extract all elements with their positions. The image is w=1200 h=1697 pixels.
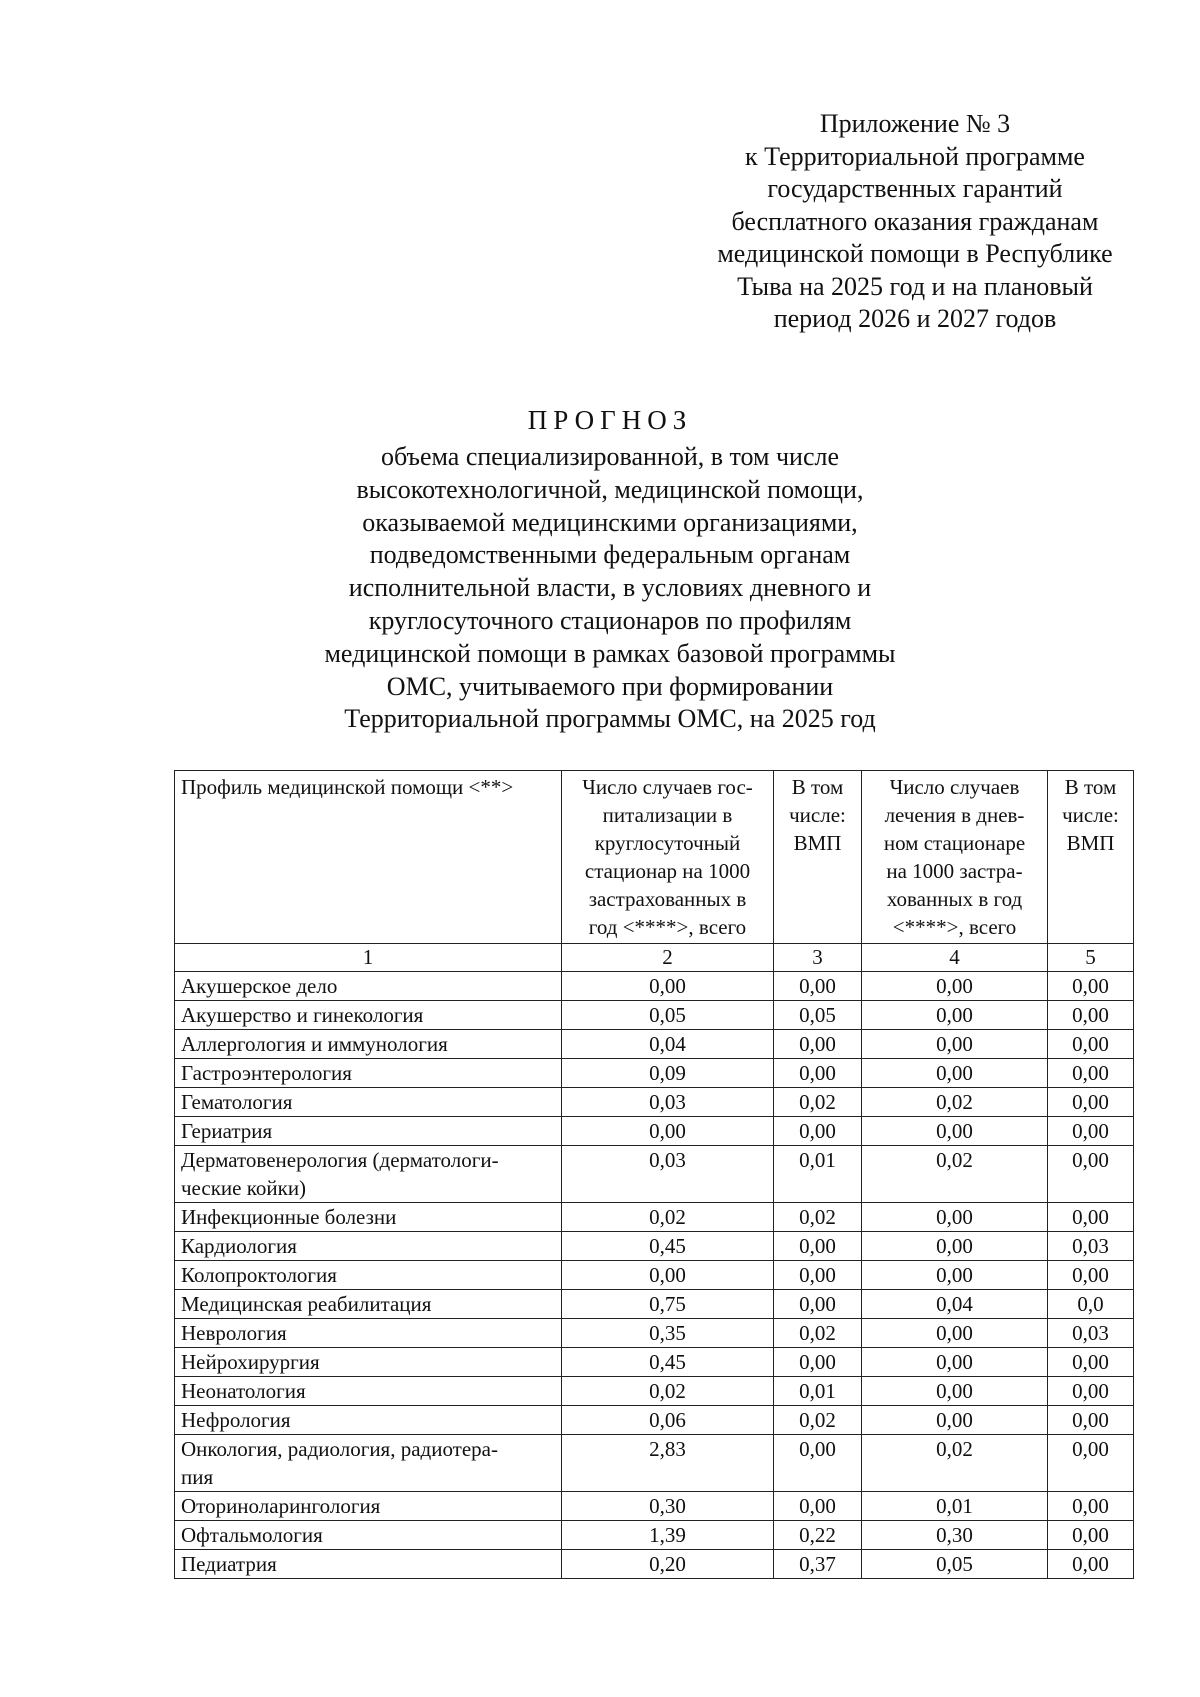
table-row: [175, 1261, 1134, 1290]
profile-name: Инфекционные болезни: [181, 1205, 397, 1229]
header-text-line: застрахованных в: [588, 887, 747, 911]
column-number: 2: [562, 944, 774, 972]
header-text-line: ВМП: [1066, 831, 1115, 855]
hospital-vmp-cell: 0,05: [774, 1001, 862, 1030]
column-number: 3: [774, 944, 862, 972]
header-text-line: Профиль медицинской помощи <**>: [181, 775, 514, 799]
subtitle-line: оказываемой медицинскими организациями,: [362, 507, 858, 537]
profile-name: ческие койки): [181, 1176, 307, 1200]
hospital-cases-cell: 0,35: [562, 1319, 774, 1348]
hospital-cases-cell: 0,03: [562, 1146, 774, 1203]
header-text-line: год <****>, всего: [588, 915, 747, 939]
header-row: [175, 771, 1134, 944]
profile-cell: [175, 1232, 562, 1261]
appendix-header: [690, 108, 1140, 336]
profile-name: Нейрохирургия: [181, 1350, 320, 1374]
document-title: ПРОГНОЗ: [527, 405, 693, 435]
day-cases-cell: 0,30: [862, 1521, 1048, 1550]
day-vmp-cell: 0,00: [1048, 1550, 1134, 1579]
hospital-cases-cell: 0,45: [562, 1348, 774, 1377]
profile-cell: [175, 972, 562, 1001]
header-text-line: на 1000 застра-: [886, 859, 1023, 883]
day-cases-cell: 0,00: [862, 1001, 1048, 1030]
profile-name: Педиатрия: [181, 1552, 277, 1576]
table-row: [175, 1290, 1134, 1319]
day-vmp-cell: 0,00: [1048, 1348, 1134, 1377]
hospital-cases-cell: 0,09: [562, 1059, 774, 1088]
day-vmp-cell: 0,00: [1048, 1377, 1134, 1406]
header-text-line: числе:: [1062, 803, 1119, 827]
day-vmp-cell: 0,00: [1048, 1146, 1134, 1203]
column-number: 5: [1048, 944, 1134, 972]
day-cases-cell: 0,00: [862, 1030, 1048, 1059]
profile-cell: [175, 1146, 562, 1203]
subtitle-line: круглосуточного стационаров по профилям: [368, 605, 852, 635]
header-text-line: питализации в: [602, 803, 733, 827]
header-text-line: лечения в днев-: [884, 803, 1025, 827]
profile-cell: [175, 1290, 562, 1319]
appendix-line: государственных гарантий: [767, 174, 1063, 203]
profile-name: Гериатрия: [181, 1119, 273, 1143]
day-cases-cell: 0,00: [862, 972, 1048, 1001]
day-vmp-cell: 0,03: [1048, 1319, 1134, 1348]
day-vmp-cell: 0,00: [1048, 1117, 1134, 1146]
day-vmp-cell: 0,00: [1048, 1492, 1134, 1521]
table-row: [175, 1203, 1134, 1232]
appendix-line: Приложение № 3: [819, 109, 1011, 138]
header-text-line: В том: [791, 775, 844, 799]
table-row: [175, 1406, 1134, 1435]
subtitle-line: медицинской помощи в рамках базовой программы: [324, 638, 896, 668]
subtitle-line: ОМС, учитываемого при формировании: [386, 671, 834, 701]
hospital-vmp-cell: 0,02: [774, 1319, 862, 1348]
subtitle-line: Территориальной программы ОМС, на 2025 год: [344, 704, 876, 734]
profile-name: Колопроктология: [181, 1263, 337, 1287]
profile-name: Медицинская реабилитация: [181, 1292, 432, 1316]
hospital-vmp-cell: 0,01: [774, 1377, 862, 1406]
table-row: [175, 1146, 1134, 1203]
appendix-line: к Территориальной программе: [745, 141, 1085, 171]
table-row: [175, 972, 1134, 1001]
header-hospital-vmp: [774, 771, 862, 944]
header-text-line: стационар на 1000: [584, 859, 751, 883]
document-subtitle: [300, 441, 920, 736]
hospital-cases-cell: 0,00: [562, 972, 774, 1001]
hospital-cases-cell: 0,75: [562, 1290, 774, 1319]
hospital-cases-cell: 0,03: [562, 1088, 774, 1117]
hospital-vmp-cell: 0,00: [774, 1059, 862, 1088]
header-text-line: В том: [1064, 775, 1117, 799]
day-vmp-cell: 0,00: [1048, 1030, 1134, 1059]
header-text-line: Число случаев гос-: [582, 775, 753, 799]
profile-cell: [175, 1319, 562, 1348]
day-cases-cell: 0,02: [862, 1435, 1048, 1492]
subtitle-line: исполнительной власти, в условиях дневного и: [348, 573, 872, 603]
profile-cell: [175, 1001, 562, 1030]
profile-cell: [175, 1088, 562, 1117]
profile-cell: [175, 1521, 562, 1550]
table-row: [175, 1550, 1134, 1579]
hospital-vmp-cell: 0,02: [774, 1088, 862, 1117]
table-row: [175, 1377, 1134, 1406]
day-cases-cell: 0,05: [862, 1550, 1048, 1579]
hospital-cases-cell: 1,39: [562, 1521, 774, 1550]
table-row: [175, 1319, 1134, 1348]
hospital-cases-cell: 0,04: [562, 1030, 774, 1059]
profile-name: Гастроэнтерология: [181, 1061, 352, 1085]
table-header: [175, 771, 1134, 944]
profile-cell: [175, 1261, 562, 1290]
appendix-line: Тыва на 2025 год и на плановый: [737, 271, 1093, 301]
forecast-table: [174, 770, 1134, 1579]
day-cases-cell: 0,00: [862, 1377, 1048, 1406]
hospital-vmp-cell: 0,02: [774, 1203, 862, 1232]
table-row: [175, 1001, 1134, 1030]
hospital-vmp-cell: 0,00: [774, 1290, 862, 1319]
day-cases-cell: 0,00: [862, 1203, 1048, 1232]
day-vmp-cell: 0,00: [1048, 1088, 1134, 1117]
profile-cell: [175, 1117, 562, 1146]
day-vmp-cell: 0,0: [1048, 1290, 1134, 1319]
hospital-vmp-cell: 0,00: [774, 1435, 862, 1492]
day-cases-cell: 0,00: [862, 1261, 1048, 1290]
profile-cell: [175, 1348, 562, 1377]
profile-name: Офтальмология: [181, 1523, 323, 1547]
header-text-line: хованных в год: [886, 887, 1023, 911]
table-row: [175, 1232, 1134, 1261]
profile-name: Оториноларингология: [181, 1494, 381, 1518]
header-text-line: ном стационаре: [883, 831, 1026, 855]
table-row: [175, 1435, 1134, 1492]
profile-cell: [175, 1550, 562, 1579]
column-number: 1: [175, 944, 562, 972]
profile-name: Неонатология: [181, 1379, 306, 1403]
hospital-cases-cell: 2,83: [562, 1435, 774, 1492]
header-text-line: числе:: [789, 803, 846, 827]
day-cases-cell: 0,00: [862, 1117, 1048, 1146]
day-cases-cell: 0,02: [862, 1146, 1048, 1203]
hospital-vmp-cell: 0,00: [774, 1117, 862, 1146]
profile-name: пия: [181, 1465, 214, 1489]
hospital-vmp-cell: 0,00: [774, 1348, 862, 1377]
day-cases-cell: 0,00: [862, 1348, 1048, 1377]
day-vmp-cell: 0,00: [1048, 1059, 1134, 1088]
profile-cell: [175, 1377, 562, 1406]
day-cases-cell: 0,02: [862, 1088, 1048, 1117]
profile-name: Дерматовенерология (дерматологи-: [181, 1148, 499, 1172]
table-row: [175, 1088, 1134, 1117]
hospital-cases-cell: 0,30: [562, 1492, 774, 1521]
day-cases-cell: 0,01: [862, 1492, 1048, 1521]
column-number: 4: [862, 944, 1048, 972]
profile-name: Акушерство и гинекология: [181, 1003, 424, 1027]
day-cases-cell: 0,04: [862, 1290, 1048, 1319]
day-vmp-cell: 0,00: [1048, 1406, 1134, 1435]
hospital-vmp-cell: 0,37: [774, 1550, 862, 1579]
day-vmp-cell: 0,00: [1048, 1203, 1134, 1232]
header-hospital-cases: [562, 771, 774, 944]
table-body: [175, 944, 1134, 1579]
table-row: [175, 1521, 1134, 1550]
profile-cell: [175, 1435, 562, 1492]
day-vmp-cell: 0,00: [1048, 1261, 1134, 1290]
hospital-vmp-cell: 0,00: [774, 1492, 862, 1521]
subtitle-line: объема специализированной, в том числе: [380, 442, 840, 471]
day-vmp-cell: 0,00: [1048, 1435, 1134, 1492]
day-cases-cell: 0,00: [862, 1406, 1048, 1435]
table-row: [175, 1348, 1134, 1377]
table-row: [175, 1117, 1134, 1146]
header-profile: [175, 771, 562, 944]
profile-cell: [175, 1203, 562, 1232]
header-day-vmp: [1048, 771, 1134, 944]
day-cases-cell: 0,00: [862, 1319, 1048, 1348]
day-vmp-cell: 0,00: [1048, 972, 1134, 1001]
profile-name: Гематология: [181, 1090, 293, 1114]
day-vmp-cell: 0,00: [1048, 1521, 1134, 1550]
day-vmp-cell: 0,03: [1048, 1232, 1134, 1261]
hospital-cases-cell: 0,00: [562, 1261, 774, 1290]
hospital-cases-cell: 0,00: [562, 1117, 774, 1146]
header-text-line: круглосуточный: [594, 831, 741, 855]
appendix-line: бесплатного оказания гражданам: [731, 206, 1099, 236]
subtitle-line: высокотехнологичной, медицинской помощи,: [356, 474, 864, 504]
profile-cell: [175, 1030, 562, 1059]
profile-name: Нефрология: [181, 1408, 291, 1432]
profile-name: Онкология, радиология, радиотера-: [181, 1437, 498, 1461]
day-cases-cell: 0,00: [862, 1059, 1048, 1088]
hospital-cases-cell: 0,05: [562, 1001, 774, 1030]
profile-cell: [175, 1059, 562, 1088]
hospital-cases-cell: 0,45: [562, 1232, 774, 1261]
column-number-row: [175, 944, 1134, 972]
day-cases-cell: 0,00: [862, 1232, 1048, 1261]
hospital-vmp-cell: 0,00: [774, 1030, 862, 1059]
appendix-line: период 2026 и 2027 годов: [773, 304, 1057, 333]
profile-name: Акушерское дело: [181, 974, 338, 998]
profile-name: Аллергология и иммунология: [181, 1032, 448, 1056]
hospital-vmp-cell: 0,00: [774, 1261, 862, 1290]
table-row: [175, 1030, 1134, 1059]
profile-cell: [175, 1406, 562, 1435]
hospital-cases-cell: 0,20: [562, 1550, 774, 1579]
header-text-line: Число случаев: [889, 775, 1020, 799]
profile-cell: [175, 1492, 562, 1521]
table-row: [175, 1059, 1134, 1088]
hospital-vmp-cell: 0,02: [774, 1406, 862, 1435]
header-text-line: <****>, всего: [892, 915, 1017, 939]
header-text-line: ВМП: [793, 831, 842, 855]
hospital-cases-cell: 0,02: [562, 1377, 774, 1406]
table-row: [175, 1492, 1134, 1521]
profile-name: Кардиология: [181, 1234, 297, 1258]
hospital-vmp-cell: 0,00: [774, 1232, 862, 1261]
appendix-line: медицинской помощи в Республике: [717, 239, 1113, 268]
hospital-cases-cell: 0,02: [562, 1203, 774, 1232]
header-day-cases: [862, 771, 1048, 944]
hospital-cases-cell: 0,06: [562, 1406, 774, 1435]
subtitle-line: подведомственными федеральным органам: [369, 540, 851, 570]
hospital-vmp-cell: 0,22: [774, 1521, 862, 1550]
hospital-vmp-cell: 0,00: [774, 972, 862, 1001]
profile-name: Неврология: [181, 1321, 287, 1345]
hospital-vmp-cell: 0,01: [774, 1146, 862, 1203]
day-vmp-cell: 0,00: [1048, 1001, 1134, 1030]
